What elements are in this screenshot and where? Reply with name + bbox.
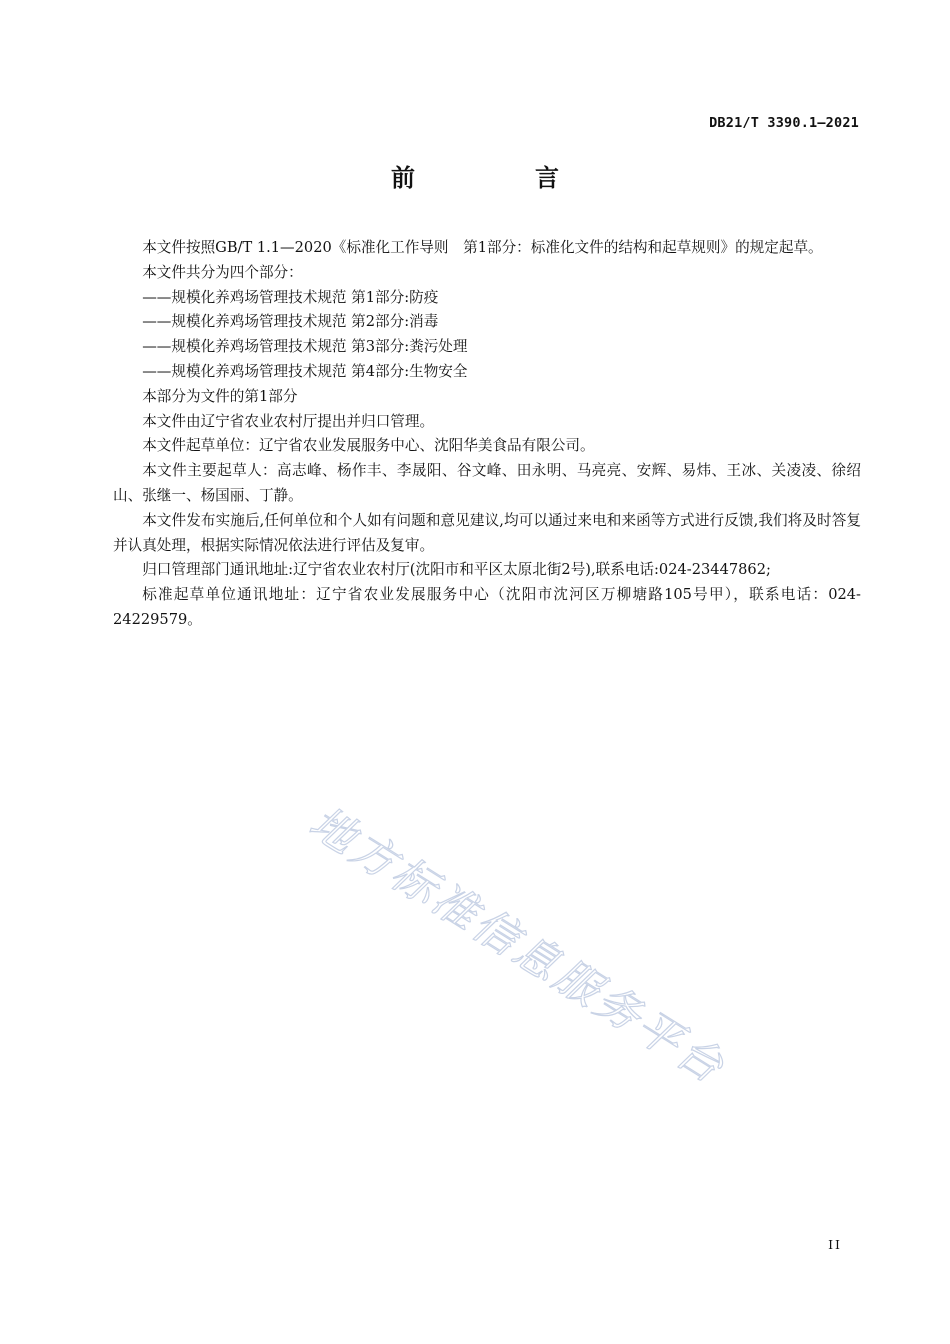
- list-item-part-1: ——规模化养鸡场管理技术规范 第1部分:防疫: [142, 288, 439, 306]
- foreword-body: [113, 236, 861, 633]
- paragraph-drafting-units: 本文件起草单位：辽宁省农业发展服务中心、沈阳华美食品有限公司。: [142, 437, 595, 455]
- page-number: II: [828, 1237, 842, 1252]
- page-title: 前 言: [391, 164, 607, 192]
- watermark: 地方标准信息服务平台: [300, 797, 735, 1095]
- paragraph-admin-address: 归口管理部门通讯地址:辽宁省农业农村厅(沈阳市和平区太原北街2号),联系电话:024-23447862;: [142, 561, 771, 579]
- paragraph-parts-intro: 本文件共分为四个部分：: [142, 263, 303, 281]
- document-code: DB21/T 3390.1—2021: [709, 115, 859, 131]
- list-item-part-3: ——规模化养鸡场管理技术规范 第3部分:粪污处理: [142, 338, 468, 356]
- paragraph-drafter-address: 标准起草单位通讯地址：辽宁省农业发展服务中心（沈阳市沈河区万柳塘路105号甲），联系电话：024-24229579。: [113, 586, 861, 628]
- paragraph-drafting-basis: 本文件按照GB/T 1.1—2020《标准化工作导则 第1部分：标准化文件的结构和起草规则》的规定起草。: [142, 239, 823, 256]
- paragraph-feedback: 本文件发布实施后,任何单位和个人如有问题和意见建议,均可以通过来电和来函等方式进行反馈,我们将及时答复并认真处理，根据实际情况依法进行评估及复审。: [113, 511, 861, 554]
- paragraph-drafters: 本文件主要起草人：高志峰、杨作丰、李晟阳、谷文峰、田永明、马亮亮、安辉、易炜、王冰、关凌凌、徐绍山、张继一、杨国丽、丁静。: [113, 462, 861, 504]
- paragraph-proposer: 本文件由辽宁省农业农村厅提出并归口管理。: [142, 412, 435, 430]
- list-item-part-2: ——规模化养鸡场管理技术规范 第2部分:消毒: [142, 313, 439, 331]
- list-item-part-4: ——规模化养鸡场管理技术规范 第4部分:生物安全: [142, 362, 468, 380]
- paragraph-this-part: 本部分为文件的第1部分: [142, 387, 298, 405]
